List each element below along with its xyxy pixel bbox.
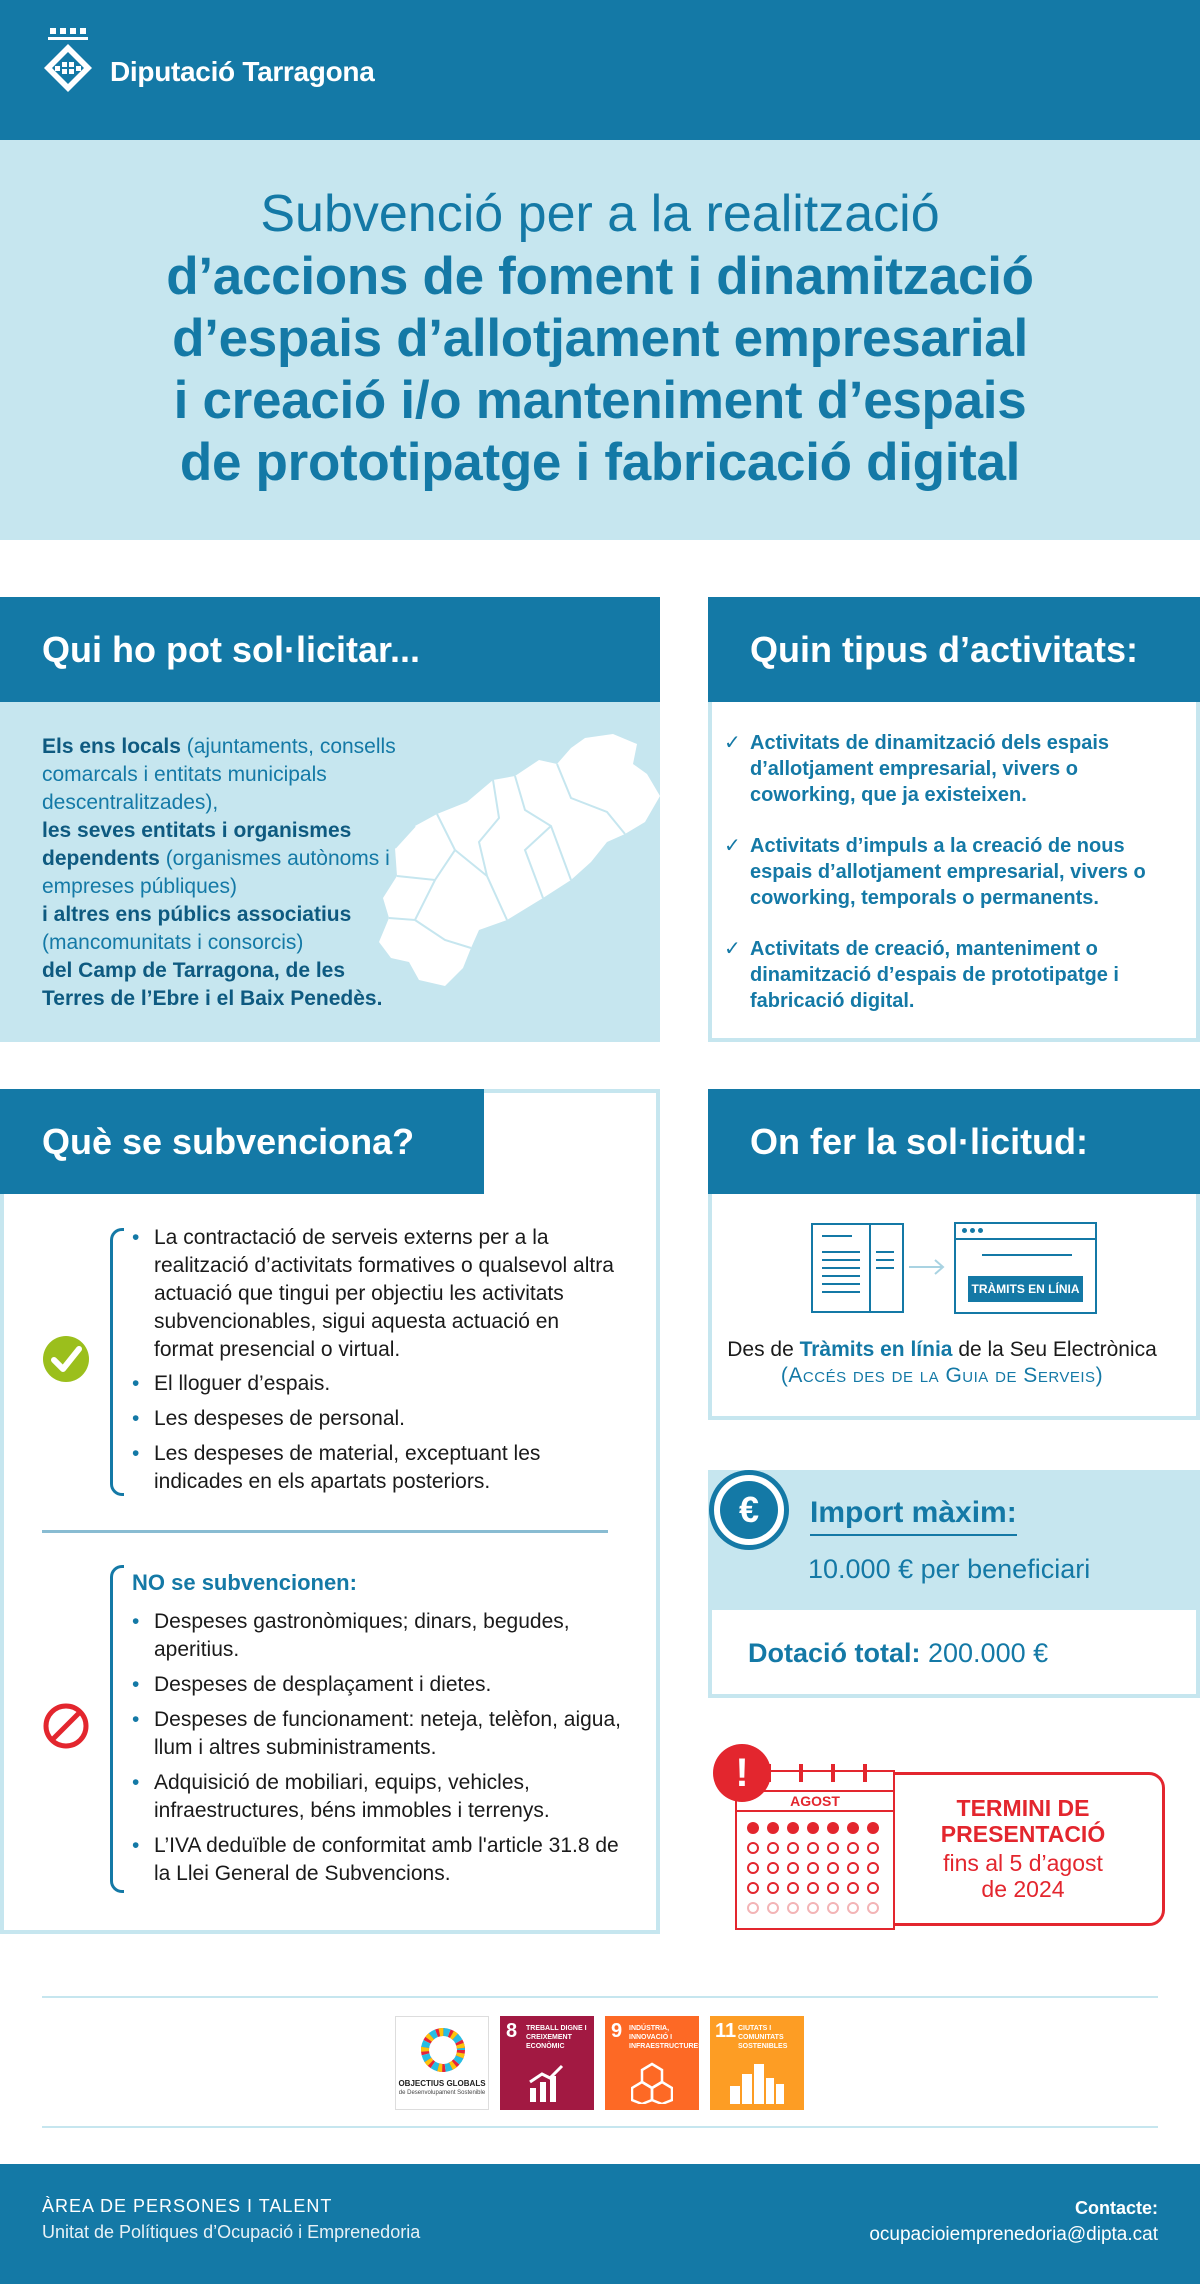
- yes-bracket: [110, 1228, 124, 1496]
- qui-p1-rest: (ajuntaments, consells comarcals i entitats municipals descentralitzades),: [42, 735, 396, 814]
- growth-chart-icon: [528, 2064, 566, 2102]
- qui-p3-bold: i altres ens públics associatius: [42, 903, 352, 926]
- termini-heading: TERMINI DE PRESENTACIÓ: [940, 1795, 1106, 1847]
- title-line-4: i creació i/o manteniment d’espais: [173, 371, 1027, 430]
- yes-check-icon: [42, 1335, 90, 1383]
- list-item: • El lloguer d’espais.: [132, 1372, 331, 1395]
- ods-9: 9 INDÚSTRIA, INNOVACIÓ I INFRAESTRUCTURES: [605, 2016, 699, 2110]
- ods-11: 11 CIUTATS I COMUNITATS SOSTENIBLES: [710, 2016, 804, 2110]
- qui-p4-bold: del Camp de Tarragona, de les Terres de l’Ebre i el Baix Penedès.: [42, 959, 383, 1010]
- footer-area: ÀREA DE PERSONES I TALENT: [42, 2196, 333, 2216]
- list-item: • Les despeses de material, exceptuant les indicades en els apartats posteriors.: [132, 1442, 541, 1493]
- tramits-button[interactable]: TRÀMITS EN LÍNIA: [968, 1276, 1083, 1302]
- calendar-days-icon: [743, 1818, 889, 1926]
- divider: [42, 1996, 1158, 1998]
- sdg-wheel-icon: [420, 2027, 466, 2073]
- footer-email[interactable]: ocupacioiemprenedoria@dipta.cat: [869, 2224, 1158, 2245]
- city-icon: [728, 2060, 786, 2104]
- termini-date: fins al 5 d’agost de 2024: [943, 1850, 1103, 1902]
- footer-contact-label: Contacte:: [1074, 2198, 1158, 2218]
- qui-p1-bold: Els ens locals: [42, 735, 181, 758]
- activity-item: ✓ Activitats de dinamització dels espais d’allotjament empresarial, vivers o coworking, que ja existeixen.: [724, 732, 1110, 806]
- map-icon: [375, 730, 660, 990]
- qui-p2-bold: les seves entitats i organismes dependents: [42, 819, 352, 870]
- list-item: • Adquisició de mobiliari, equips, vehicles, infraestructures, béns immobles i terrenys.: [132, 1771, 550, 1822]
- no-heading: NO se subvencionen:: [132, 1570, 357, 1595]
- footer-unit: Unitat de Polítiques d’Ocupació i Emprenedoria: [42, 2222, 421, 2242]
- qui-p2-rest: (organismes autònoms i empreses públiques): [42, 847, 390, 898]
- onfer-heading: On fer la sol·licitud:: [708, 1089, 1200, 1194]
- list-item: • Despeses de desplaçament i dietes.: [132, 1673, 492, 1696]
- list-item: • L’IVA deduïble de conformitat amb l'article 31.8 de la Llei General de Subvencions.: [132, 1834, 619, 1885]
- qui-heading: Qui ho pot sol·licitar...: [0, 597, 660, 702]
- activity-item: ✓ Activitats de creació, manteniment o dinamització d’espais de prototipatge i fabricació digital.: [724, 938, 1119, 1012]
- list-item: • Despeses gastronòmiques; dinars, begudes, aperitius.: [132, 1610, 570, 1661]
- no-bracket: [110, 1565, 124, 1893]
- list-item: • La contractació de serveis externs per a la realització d’activitats formatives o qualsevol altra actuació que tingui per objectiu les activitats subvencionables, sigui aquesta actuació en format presencial o virtual.: [132, 1226, 614, 1361]
- prohibited-icon: [42, 1702, 90, 1750]
- title-line-2: d’accions de foment i dinamització: [166, 247, 1034, 306]
- title-line-5: de prototipatge i fabricació digital: [179, 433, 1021, 492]
- diputacio-logo-icon: [44, 28, 98, 104]
- check-icon: ✓: [724, 938, 741, 960]
- browser-window-icon: [954, 1222, 1097, 1314]
- calendar-month: AGOST: [737, 1790, 893, 1812]
- logo-text: Diputació Tarragona: [110, 56, 375, 87]
- qui-p3-rest: (mancomunitats i consorcis): [42, 931, 304, 954]
- title-band: [0, 140, 1200, 540]
- onfer-link[interactable]: (Accés des de la Guia de Serveis): [780, 1364, 1104, 1387]
- header-bar: [0, 0, 1200, 140]
- dotacio-total: Dotació total: 200.000 €: [748, 1638, 1049, 1668]
- title-line-1: Subvenció per a la realització: [260, 185, 940, 243]
- import-value: 10.000 € per beneficiari: [808, 1554, 1091, 1584]
- qui-text: [42, 733, 402, 1013]
- list-item: • Despeses de funcionament: neteja, telèfon, aigua, llum i altres subministraments.: [132, 1708, 621, 1759]
- que-heading: Què se subvenciona?: [0, 1089, 484, 1194]
- check-icon: ✓: [724, 732, 741, 754]
- ods-8: 8 TREBALL DIGNE I CREIXEMENT ECONÒMIC: [500, 2016, 594, 2110]
- divider: [42, 2126, 1158, 2128]
- activity-item: ✓ Activitats d’impuls a la creació de nous espais d’allotjament empresarial, vivers o coworking, temporals o permanents.: [724, 835, 1146, 909]
- check-icon: ✓: [724, 835, 741, 857]
- title-line-3: d’espais d’allotjament empresarial: [172, 309, 1028, 368]
- list-item: • Les despeses de personal.: [132, 1407, 406, 1430]
- divider: [42, 1530, 608, 1533]
- document-icon: [810, 1222, 905, 1314]
- euro-icon: €: [709, 1470, 789, 1550]
- quin-heading: Quin tipus d’activitats:: [708, 597, 1200, 702]
- arrow-right-icon: [905, 1257, 950, 1277]
- alert-icon: !: [713, 1744, 771, 1802]
- import-heading: Import màxim:: [810, 1496, 1017, 1536]
- footer: [0, 2164, 1200, 2284]
- onfer-text: Des de Tràmits en línia de la Seu Electrònica: [727, 1338, 1157, 1361]
- cubes-icon: [631, 2062, 673, 2104]
- ods-logo: OBJECTIUS GLOBALS de Desenvolupament Sostenible: [395, 2016, 489, 2110]
